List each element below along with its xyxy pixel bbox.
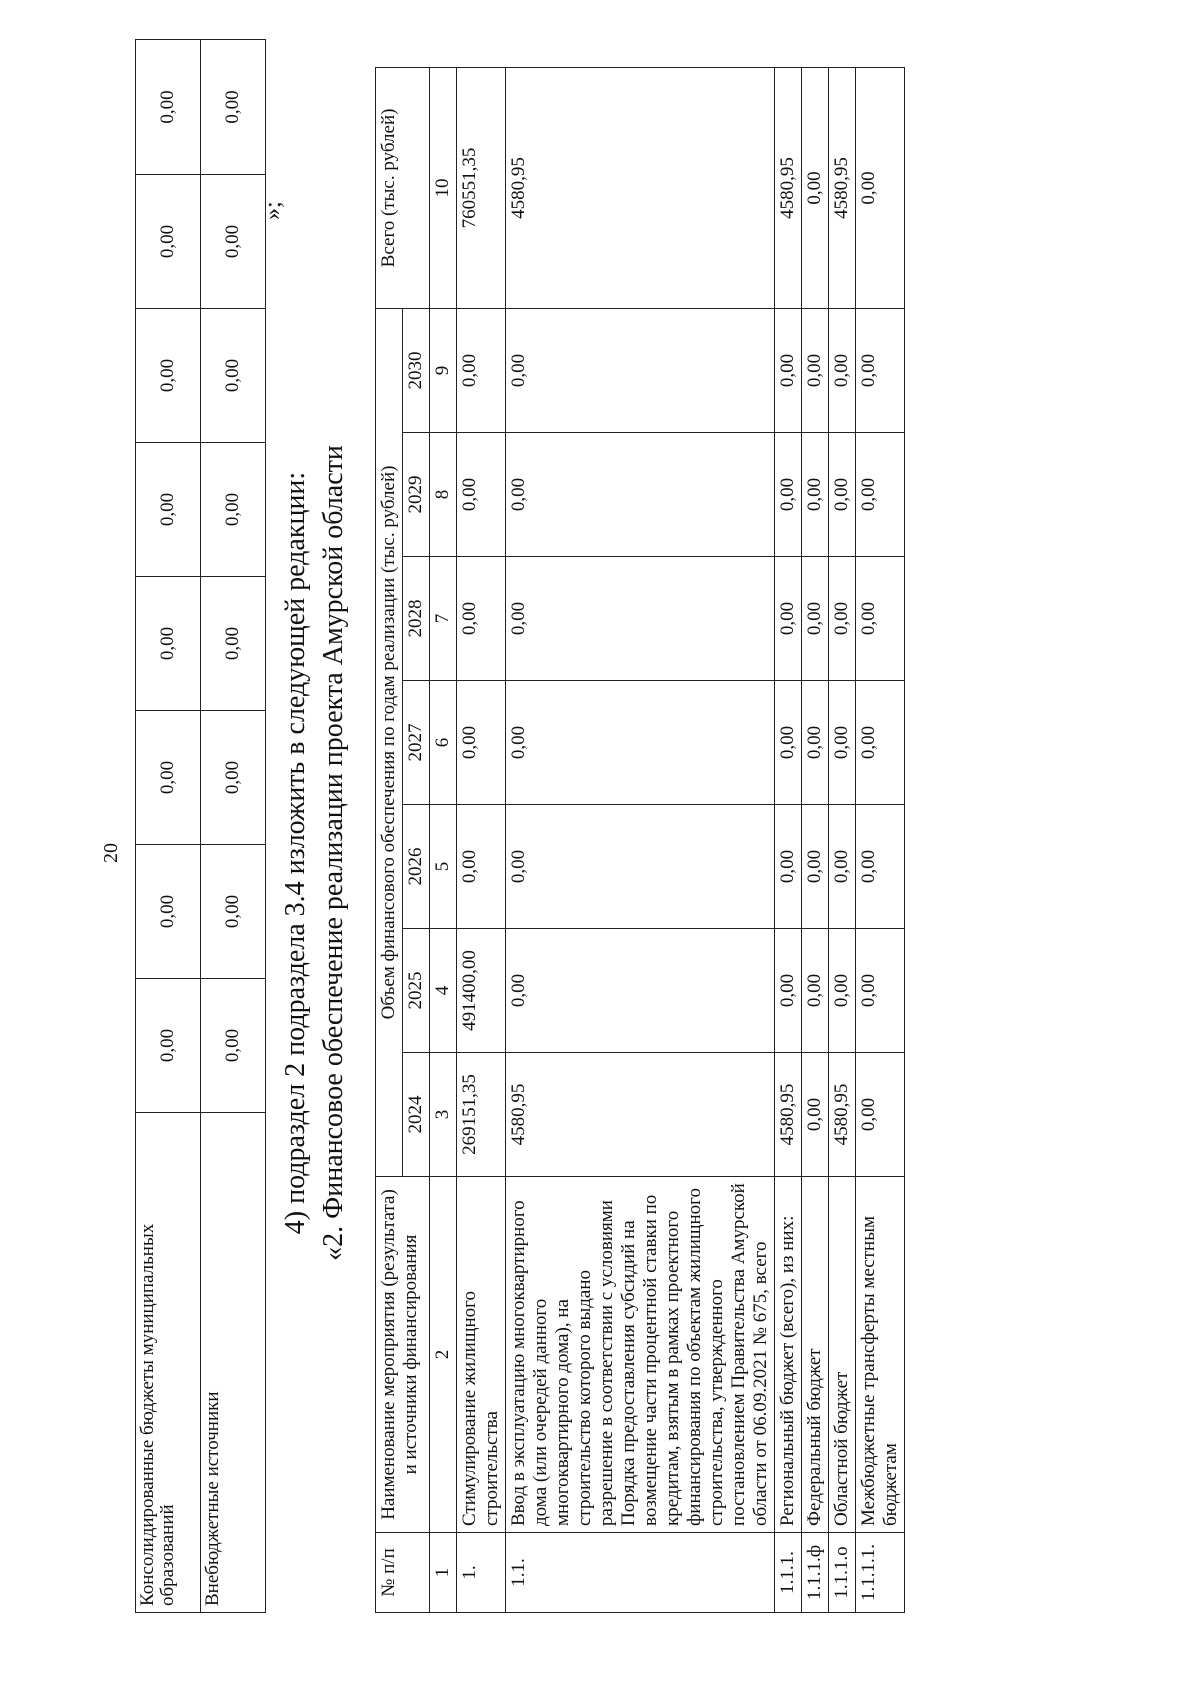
header-year: 2027 <box>403 681 430 805</box>
value-cell: 0,00 <box>201 40 266 175</box>
column-number: 7 <box>430 557 457 681</box>
value-cell: 0,00 <box>201 175 266 309</box>
value-cell: 0,00 <box>457 681 506 805</box>
table-row <box>457 67 506 1612</box>
value-cell: 0,00 <box>775 557 802 681</box>
header-year: 2030 <box>403 308 430 432</box>
column-number: 10 <box>430 67 457 308</box>
row-name: Межбюджетные трансферты местным бюджетам <box>856 1177 905 1533</box>
table-row <box>136 40 201 1613</box>
value-cell: 0,00 <box>136 443 201 577</box>
value-cell: 0,00 <box>829 308 856 432</box>
value-cell: 0,00 <box>136 845 201 979</box>
row-name: Областной бюджет <box>829 1177 856 1533</box>
row-name: Стимулирование жилищного строительства <box>457 1177 506 1533</box>
column-number: 4 <box>430 929 457 1053</box>
value-cell: 0,00 <box>506 308 775 432</box>
value-cell: 0,00 <box>506 681 775 805</box>
value-cell: 0,00 <box>802 805 829 929</box>
value-cell: 0,00 <box>856 308 905 432</box>
value-cell: 0,00 <box>136 979 201 1113</box>
value-cell: 0,00 <box>201 577 266 711</box>
header-year: 2026 <box>403 805 430 929</box>
value-cell: 0,00 <box>829 557 856 681</box>
header-year: 2029 <box>403 433 430 557</box>
value-cell: 0,00 <box>802 308 829 432</box>
value-cell: 0,00 <box>829 433 856 557</box>
total-cell: 0,00 <box>856 67 905 308</box>
value-cell: 0,00 <box>802 681 829 805</box>
value-cell: 0,00 <box>136 309 201 443</box>
value-cell: 4580,95 <box>506 1053 775 1177</box>
total-cell: 4580,95 <box>506 67 775 308</box>
column-number: 2 <box>430 1177 457 1533</box>
financing-table <box>375 67 905 1613</box>
value-cell: 0,00 <box>506 805 775 929</box>
closing-quote: »; <box>260 201 286 220</box>
header-year: 2028 <box>403 557 430 681</box>
header-volume: Объем финансового обеспечения по годам реализации (тыс. рублей) <box>376 308 403 1176</box>
total-cell: 760551,35 <box>457 67 506 308</box>
table-row <box>775 67 802 1612</box>
header-name: Наименование мероприятия (результата) и источники финансирования <box>376 1177 430 1533</box>
value-cell: 0,00 <box>856 929 905 1053</box>
value-cell: 0,00 <box>829 805 856 929</box>
value-cell: 0,00 <box>775 308 802 432</box>
value-cell: 0,00 <box>201 443 266 577</box>
header-year: 2025 <box>403 929 430 1053</box>
table-row <box>201 40 266 1613</box>
value-cell: 4580,95 <box>775 1053 802 1177</box>
row-num: 1.1. <box>506 1533 775 1613</box>
header-row <box>376 67 403 1612</box>
value-cell: 0,00 <box>856 1053 905 1177</box>
value-cell: 0,00 <box>506 433 775 557</box>
table-row <box>829 67 856 1612</box>
column-number: 6 <box>430 681 457 805</box>
column-number: 9 <box>430 308 457 432</box>
row-label: Консолидированные бюджеты муниципальных образований <box>136 1113 201 1613</box>
row-num: 1. <box>457 1533 506 1613</box>
column-number: 3 <box>430 1053 457 1177</box>
value-cell: 0,00 <box>775 433 802 557</box>
value-cell: 0,00 <box>457 557 506 681</box>
column-numbers-row <box>430 67 457 1612</box>
value-cell: 0,00 <box>201 979 266 1113</box>
value-cell: 0,00 <box>457 805 506 929</box>
header-total: Всего (тыс. рублей) <box>376 67 430 308</box>
value-cell: 0,00 <box>136 175 201 309</box>
row-name: Региональный бюджет (всего), из них: <box>775 1177 802 1533</box>
table-row <box>802 67 829 1612</box>
value-cell: 0,00 <box>775 681 802 805</box>
amendment-instruction: 4) подраздел 2 подраздела 3.4 изложить в следующей редакции: <box>280 471 311 1235</box>
value-cell: 0,00 <box>136 711 201 845</box>
value-cell: 0,00 <box>457 433 506 557</box>
total-cell: 4580,95 <box>829 67 856 308</box>
header-num: № п/п <box>376 1533 430 1613</box>
value-cell: 269151,35 <box>457 1053 506 1177</box>
header-year: 2024 <box>403 1053 430 1177</box>
row-num: 1.1.1. <box>775 1533 802 1613</box>
value-cell: 0,00 <box>829 929 856 1053</box>
value-cell: 4580,95 <box>829 1053 856 1177</box>
value-cell: 0,00 <box>506 929 775 1053</box>
row-num: 1.1.1.ф <box>802 1533 829 1613</box>
section-title: «2. Финансовое обеспечение реализации проекта Амурской области <box>318 445 349 1261</box>
value-cell: 0,00 <box>802 929 829 1053</box>
value-cell: 491400,00 <box>457 929 506 1053</box>
total-cell: 4580,95 <box>775 67 802 308</box>
value-cell: 0,00 <box>201 711 266 845</box>
value-cell: 0,00 <box>856 681 905 805</box>
value-cell: 0,00 <box>856 557 905 681</box>
value-cell: 0,00 <box>856 805 905 929</box>
previous-table-fragment <box>135 39 266 1613</box>
value-cell: 0,00 <box>201 845 266 979</box>
value-cell: 0,00 <box>856 433 905 557</box>
value-cell: 0,00 <box>802 1053 829 1177</box>
value-cell: 0,00 <box>457 308 506 432</box>
table-row <box>506 67 775 1612</box>
total-cell: 0,00 <box>802 67 829 308</box>
value-cell: 0,00 <box>201 309 266 443</box>
page-number: 20 <box>100 843 122 863</box>
value-cell: 0,00 <box>136 577 201 711</box>
value-cell: 0,00 <box>829 681 856 805</box>
row-num: 1.1.1.о <box>829 1533 856 1613</box>
column-number: 5 <box>430 805 457 929</box>
row-num: 1.1.1.1. <box>856 1533 905 1613</box>
value-cell: 0,00 <box>802 433 829 557</box>
value-cell: 0,00 <box>136 40 201 175</box>
row-label: Внебюджетные источники <box>201 1113 266 1613</box>
row-name: Ввод в эксплуатацию многоквартирного дома (или очередей данного многоквартирного дома), на строительство которого выдано разрешение в соответствии с условиями Порядка предоставления субсидий на возмещение части процентной ставки по кредитам, взятым в рамках проектного финансирования по объектам жилищного строительства, утвержденного постановлением Правительства Амурской области от 06.09.2021 № 675, всего <box>506 1177 775 1533</box>
column-number: 8 <box>430 433 457 557</box>
row-name: Федеральный бюджет <box>802 1177 829 1533</box>
value-cell: 0,00 <box>506 557 775 681</box>
column-number: 1 <box>430 1533 457 1613</box>
value-cell: 0,00 <box>802 557 829 681</box>
table-row <box>856 67 905 1612</box>
value-cell: 0,00 <box>775 929 802 1053</box>
value-cell: 0,00 <box>775 805 802 929</box>
